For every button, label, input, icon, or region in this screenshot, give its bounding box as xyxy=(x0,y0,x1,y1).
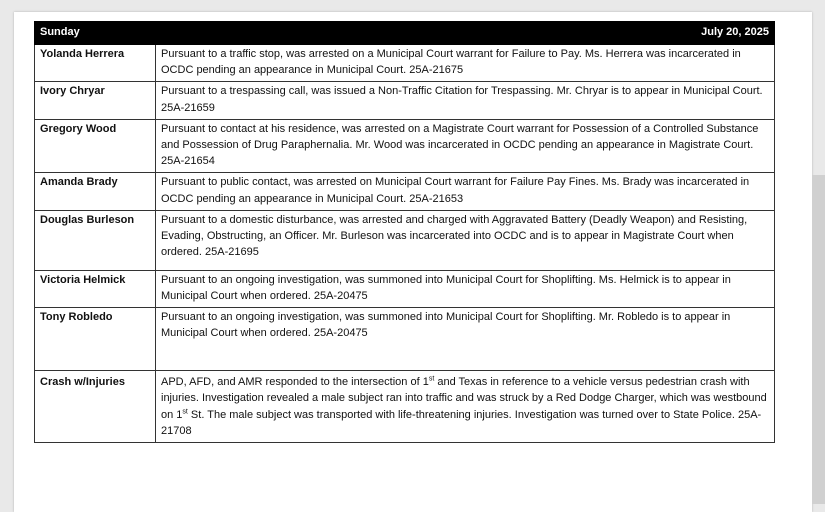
incident-title: Crash w/Injuries xyxy=(35,371,156,443)
incident-log-table xyxy=(34,21,775,443)
incident-description: Pursuant to an ongoing investigation, was summoned into Municipal Court for Shoplifting. Mr. Robledo is to appear in Municipal Court when ordered. 25A-20475 xyxy=(156,308,775,371)
incident-description: Pursuant to a trespassing call, was issued a Non-Traffic Citation for Trespassing. Mr. Chryar is to appear in Municipal Court. 25A-21659 xyxy=(156,82,775,119)
incident-description: Pursuant to a traffic stop, was arrested on a Municipal Court warrant for Failure to Pay. Ms. Herrera was incarcerated in OCDC pending an appearance in Municipal Court. 25A-21675 xyxy=(156,45,775,82)
person-name: Gregory Wood xyxy=(35,119,156,173)
person-name: Ivory Chryar xyxy=(35,82,156,119)
table-row xyxy=(35,173,775,210)
crash-text-part: St. The male subject was transported with life-threatening injuries. Investigation was turned over to State Police. 25A-21708 xyxy=(161,408,762,437)
table-row xyxy=(35,270,775,307)
person-name: Douglas Burleson xyxy=(35,210,156,270)
person-name: Victoria Helmick xyxy=(35,270,156,307)
table-row xyxy=(35,45,775,82)
incident-description: Pursuant to contact at his residence, was arrested on a Magistrate Court warrant for Possession of a Controlled Substance and Possession of Drug Paraphernalia. Mr. Wood was incarcerated in OCDC pending an appearance in Magistrate Court. 25A-21654 xyxy=(156,119,775,173)
crash-text-part: APD, AFD, and AMR responded to the intersection of 1 xyxy=(161,376,429,389)
person-name: Amanda Brady xyxy=(35,173,156,210)
crash-text-part: and Texas in reference to a vehicle versus pedestrian crash with injuries. Investigation revealed a male subject ran into traffic and was struck by a Red Dodge Charger, which was westbound on 1 xyxy=(161,376,767,421)
table-row xyxy=(35,210,775,270)
ordinal-suffix: st xyxy=(428,375,435,383)
header-day: Sunday xyxy=(35,22,156,45)
scrollbar-edge xyxy=(812,175,825,504)
table-header-row xyxy=(35,22,775,45)
ordinal-suffix: st xyxy=(182,407,188,415)
table-row xyxy=(35,371,775,443)
table-row xyxy=(35,308,775,371)
header-date: July 20, 2025 xyxy=(156,22,775,45)
incident-description: Pursuant to a domestic disturbance, was arrested and charged with Aggravated Battery (Deadly Weapon) and Resisting, Evading, Obstructing, an Officer. Mr. Burleson was incarcerated into OCDC and is to appear in Magistrate Court when ordered. 25A-21695 xyxy=(156,210,775,270)
person-name: Yolanda Herrera xyxy=(35,45,156,82)
incident-description: Pursuant to an ongoing investigation, was summoned into Municipal Court for Shoplifting. Ms. Helmick is to appear in Municipal Court when ordered. 25A-20475 xyxy=(156,270,775,307)
incident-description xyxy=(156,371,775,443)
table-row xyxy=(35,82,775,119)
incident-description: Pursuant to public contact, was arrested on Municipal Court warrant for Failure Pay Fines. Ms. Brady was incarcerated in OCDC pending an appearance in Municipal Court. 25A-21653 xyxy=(156,173,775,210)
person-name: Tony Robledo xyxy=(35,308,156,371)
table-row xyxy=(35,119,775,173)
